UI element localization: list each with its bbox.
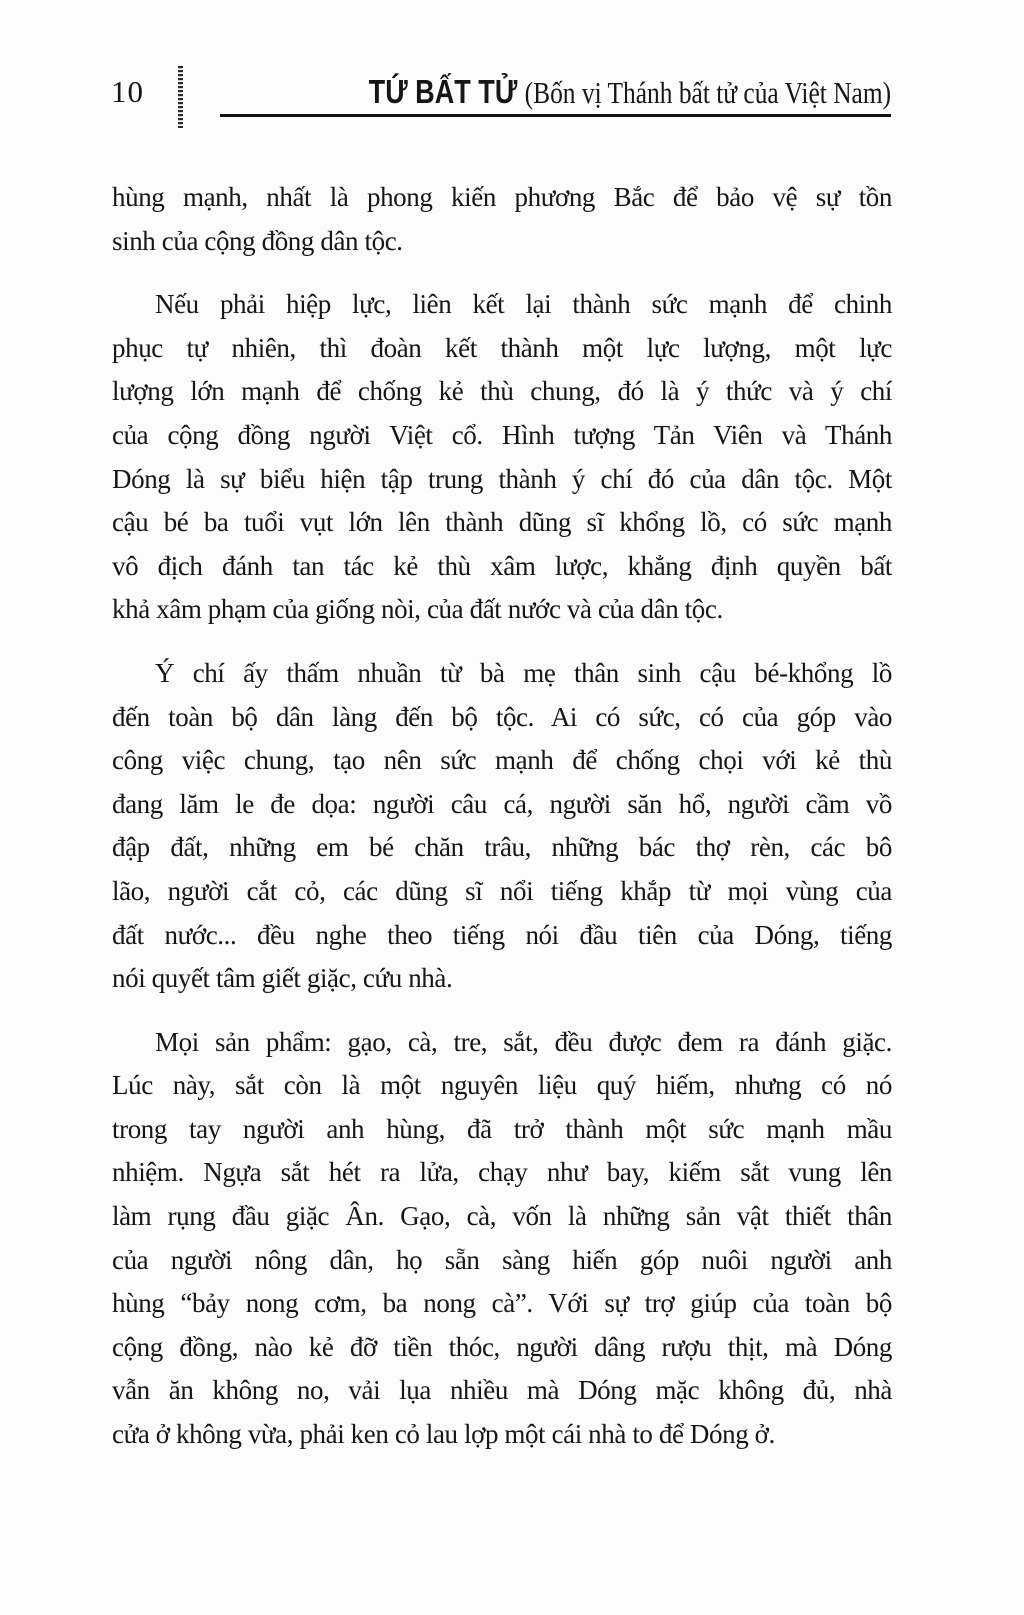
page-number: 10 — [111, 74, 144, 109]
text-line: công việc chung, tạo nên sức mạnh để chống chọi với kẻ thù — [112, 745, 892, 776]
text-line: khả xâm phạm của giống nòi, của đất nước và của dân tộc. — [112, 594, 723, 625]
text-line: phục tự nhiên, thì đoàn kết thành một lực lượng, một lực — [112, 332, 892, 363]
paragraph — [112, 283, 892, 632]
text-line: làm rụng đầu giặc Ân. Gạo, cà, vốn là những sản vật thiết thân — [112, 1201, 892, 1232]
text-line: Lúc này, sắt còn là một nguyên liệu quý hiếm, nhưng có nó — [112, 1070, 892, 1101]
paragraph — [112, 652, 892, 1001]
paragraph — [112, 176, 892, 263]
text-line: nói quyết tâm giết giặc, cứu nhà. — [112, 963, 453, 994]
text-line: vẫn ăn không no, vải lụa nhiều mà Dóng mặc không đủ, nhà — [112, 1375, 892, 1406]
text-line: hùng “bảy nong cơm, ba nong cà”. Với sự trợ giúp của toàn bộ — [112, 1288, 892, 1319]
text-line: trong tay người anh hùng, đã trở thành một sức mạnh mầu — [112, 1113, 892, 1144]
book-title: TỨ BẤT TỬ — [368, 73, 518, 110]
text-line: lão, người cắt cỏ, các dũng sĩ nổi tiếng khắp từ mọi vùng của — [112, 875, 892, 906]
text-line: Nếu phải hiệp lực, liên kết lại thành sức mạnh để chinh — [155, 289, 892, 320]
running-header — [254, 72, 891, 113]
text-line: đất nước... đều nghe theo tiếng nói đầu tiên của Dóng, tiếng — [112, 919, 892, 950]
text-line: hùng mạnh, nhất là phong kiến phương Bắc để bảo vệ sự tồn — [112, 182, 892, 212]
text-line: Dóng là sự biểu hiện tập trung thành ý chí đó của dân tộc. Một — [112, 463, 892, 494]
text-line: của cộng đồng người Việt cổ. Hình tượng Tản Viên và Thánh — [112, 419, 892, 450]
paragraph — [112, 1021, 892, 1457]
text-line: của người nông dân, họ sẵn sàng hiến góp nuôi người anh — [112, 1244, 892, 1275]
text-line: cậu bé ba tuổi vụt lớn lên thành dũng sĩ khổng lồ, có sức mạnh — [112, 507, 892, 538]
text-line: Mọi sản phẩm: gạo, cà, tre, sắt, đều được đem ra đánh giặc. — [155, 1026, 892, 1057]
page-body — [112, 176, 892, 1457]
text-line: lượng lớn mạnh để chống kẻ thù chung, đó là ý thức và ý chí — [112, 376, 892, 407]
header-rule — [220, 114, 891, 117]
text-line: đập đất, những em bé chăn trâu, những bác thợ rèn, các bô — [112, 832, 892, 863]
text-line: nhiệm. Ngựa sắt hét ra lửa, chạy như bay, kiếm sắt vung lên — [112, 1157, 892, 1188]
text-line: đến toàn bộ dân làng đến bộ tộc. Ai có sức, có của góp vào — [112, 701, 892, 732]
text-line: sinh của cộng đồng dân tộc. — [112, 225, 403, 256]
header-divider-bar — [178, 66, 183, 128]
running-header-text — [369, 72, 891, 113]
text-line: cửa ở không vừa, phải ken cỏ lau lợp một cái nhà to để Dóng ở. — [112, 1419, 775, 1450]
text-line: vô địch đánh tan tác kẻ thù xâm lược, khẳng định quyền bất — [112, 550, 892, 581]
text-line: cộng đồng, nào kẻ đỡ tiền thóc, người dâng rượu thịt, mà Dóng — [112, 1331, 892, 1362]
book-subtitle: (Bốn vị Thánh bất tử của Việt Nam) — [524, 75, 891, 110]
text-line: đang lăm le đe dọa: người câu cá, người săn hổ, người cầm vồ — [112, 788, 892, 819]
text-line: Ý chí ấy thấm nhuần từ bà mẹ thân sinh cậu bé-khổng lồ — [155, 657, 892, 688]
